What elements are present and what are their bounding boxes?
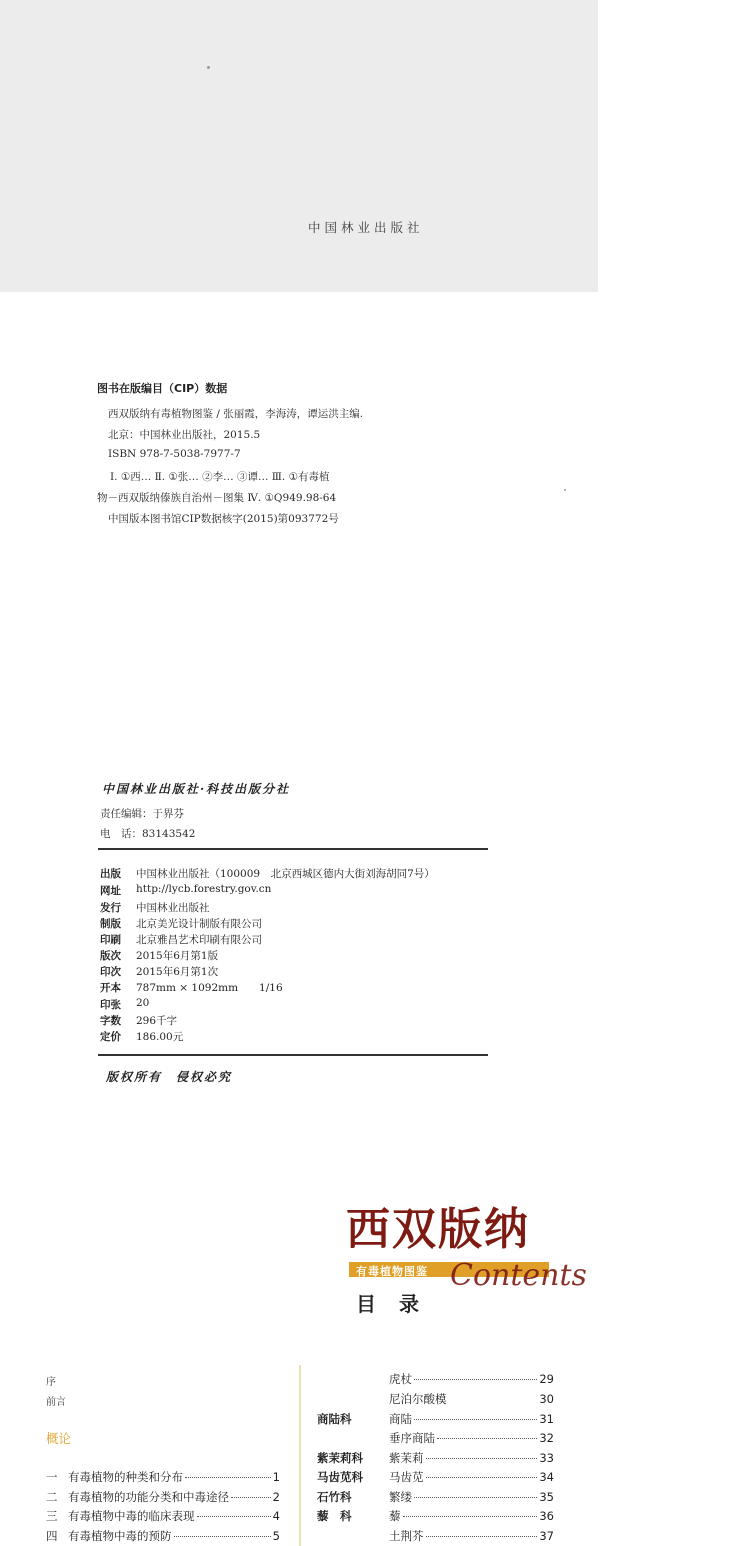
- leader-dots: [414, 1419, 537, 1420]
- spec-key: 印刷: [100, 934, 121, 946]
- leader-dots: [414, 1379, 537, 1380]
- chapter-number: 四: [46, 1529, 58, 1543]
- spec-key: 发行: [100, 902, 121, 914]
- rule-bottom: [98, 1054, 488, 1056]
- chapter-number: 一: [46, 1470, 58, 1484]
- leader-dots: [403, 1516, 538, 1517]
- toc-preface[interactable]: 序: [46, 1377, 56, 1388]
- rule-top: [98, 848, 488, 850]
- toc-chapter[interactable]: [46, 1489, 280, 1505]
- spec-value: 186.00元: [136, 1031, 184, 1043]
- spec-value: 北京美光设计制版有限公司: [136, 918, 262, 930]
- spec-value: 20: [136, 997, 150, 1009]
- chapter-page: 4: [272, 1509, 280, 1523]
- spec-key: 出版: [100, 868, 121, 880]
- spec-value: 787mm × 1092mm 1/16: [136, 982, 283, 994]
- leader-dots: [174, 1536, 271, 1537]
- toc-heading: 目 录: [356, 1292, 427, 1316]
- cip-title: 图书在版编目（CIP）数据: [97, 382, 228, 395]
- species-name: 尼泊尔酸模: [389, 1392, 447, 1406]
- spec-row: [100, 932, 262, 947]
- spec-value: 2015年6月第1版: [136, 950, 219, 962]
- species-page: 33: [539, 1451, 554, 1465]
- chapter-number: 二: [46, 1490, 58, 1504]
- spec-row: [100, 883, 271, 898]
- leader-dots: [414, 1497, 537, 1498]
- spec-key: 版次: [100, 950, 121, 962]
- cip-line: 西双版纳有毒植物图鉴 / 张丽霞，李海涛，谭运洪主编.: [108, 408, 364, 420]
- imprint-phone: 电 话：83143542: [100, 828, 196, 840]
- species-name: 虎杖: [389, 1372, 412, 1386]
- imprint-publisher-title: 中国林业出版社·科技出版分社: [102, 782, 291, 796]
- back-cover-publisher: 中国林业出版社: [308, 220, 424, 235]
- species-page: 36: [539, 1509, 554, 1523]
- spec-value: 北京雅昌艺术印刷有限公司: [136, 934, 262, 946]
- spec-key: 制版: [100, 918, 121, 930]
- species-name: 商陆: [389, 1412, 412, 1426]
- contents-script-title: Contents: [450, 1258, 587, 1293]
- cip-line: ISBN 978-7-5038-7977-7: [108, 448, 241, 460]
- family-label: 紫茉莉科: [317, 1451, 363, 1465]
- family-label: 藜 科: [317, 1509, 352, 1523]
- spec-row: [100, 997, 149, 1012]
- chapter-page: 2: [272, 1490, 280, 1504]
- spec-row: [100, 1029, 183, 1044]
- copyright-notice: 版权所有 侵权必究: [106, 1070, 233, 1084]
- cip-line: 物－西双版纳傣族自治州－图集 Ⅳ. ①Q949.98-64: [97, 492, 337, 504]
- chapter-title: 有毒植物的种类和分布: [68, 1470, 183, 1484]
- species-page: 35: [539, 1490, 554, 1504]
- cip-line: Ⅰ. ①西… Ⅱ. ①张… ②李… ③谭… Ⅲ. ①有毒植: [110, 471, 330, 483]
- imprint-editor: 责任编辑：于界芬: [100, 808, 184, 820]
- spec-row: [100, 900, 210, 915]
- spec-row: [100, 866, 435, 881]
- leader-dots: [426, 1477, 538, 1478]
- leader-dots: [197, 1516, 271, 1517]
- family-label: 商陆科: [317, 1412, 352, 1426]
- species-name: 紫茉莉: [389, 1451, 424, 1465]
- chapter-page: 1: [272, 1470, 280, 1484]
- chapter-page: 5: [272, 1529, 280, 1543]
- toc-species-entry[interactable]: [389, 1469, 554, 1485]
- chapter-title: 有毒植物中毒的预防: [68, 1529, 172, 1543]
- spec-key: 网址: [100, 885, 121, 897]
- species-name: 藜: [389, 1509, 401, 1523]
- spec-value: 中国林业出版社: [136, 902, 210, 914]
- spec-key: 印张: [100, 999, 121, 1011]
- species-page: 37: [539, 1529, 554, 1543]
- species-name: 繁缕: [389, 1490, 412, 1504]
- spec-value: 2015年6月第1次: [136, 966, 219, 978]
- species-name: 土荆芥: [389, 1529, 424, 1543]
- leader-dots: [185, 1477, 271, 1478]
- toc-species-entry[interactable]: [389, 1450, 554, 1466]
- species-page: 31: [539, 1412, 554, 1426]
- species-page: 30: [539, 1392, 554, 1406]
- toc-foreword[interactable]: 前言: [46, 1397, 66, 1408]
- spec-row: [100, 964, 218, 979]
- speck: [207, 66, 210, 69]
- back-cover-panel: [0, 0, 598, 292]
- species-page: 34: [539, 1470, 554, 1484]
- speck: [564, 489, 566, 491]
- spec-key: 定价: [100, 1031, 121, 1043]
- column-divider: [299, 1365, 301, 1546]
- toc-species-entry[interactable]: [389, 1489, 554, 1505]
- spec-row: [100, 948, 218, 963]
- book-title: 西双版纳: [346, 1204, 530, 1255]
- toc-species-entry[interactable]: [389, 1528, 554, 1544]
- spec-row: [100, 1013, 177, 1028]
- leader-dots: [231, 1497, 271, 1498]
- toc-chapter[interactable]: [46, 1469, 280, 1485]
- spec-row: [100, 980, 283, 995]
- spec-value: http://lycb.forestry.gov.cn: [136, 883, 272, 895]
- toc-species-entry[interactable]: [389, 1371, 554, 1387]
- cip-line: 中国版本图书馆CIP数据核字(2015)第093772号: [108, 513, 339, 525]
- leader-dots: [437, 1438, 537, 1439]
- spec-key: 字数: [100, 1015, 121, 1027]
- toc-section-overview[interactable]: 概论: [46, 1431, 72, 1446]
- family-label: 马齿苋科: [317, 1470, 363, 1484]
- toc-species-entry[interactable]: [389, 1391, 554, 1407]
- leader-dots: [426, 1536, 538, 1537]
- cip-line: 北京：中国林业出版社，2015.5: [108, 429, 261, 441]
- species-name: 马齿苋: [389, 1470, 424, 1484]
- spec-key: 印次: [100, 966, 121, 978]
- spec-key: 开本: [100, 982, 121, 994]
- species-page: 29: [539, 1372, 554, 1386]
- toc-chapter[interactable]: [46, 1528, 280, 1544]
- chapter-number: 三: [46, 1509, 58, 1523]
- toc-species-entry[interactable]: [389, 1411, 554, 1427]
- species-name: 垂序商陆: [389, 1431, 435, 1445]
- toc-species-entry[interactable]: [389, 1430, 554, 1446]
- toc-species-entry[interactable]: [389, 1508, 554, 1524]
- chapter-title: 有毒植物的功能分类和中毒途径: [68, 1490, 229, 1504]
- species-page: 32: [539, 1431, 554, 1445]
- spec-value: 中国林业出版社（100009 北京西城区德内大街刘海胡同7号）: [136, 868, 435, 880]
- toc-chapter[interactable]: [46, 1508, 280, 1524]
- spec-row: [100, 916, 262, 931]
- family-label: 石竹科: [317, 1490, 352, 1504]
- leader-dots: [426, 1458, 538, 1459]
- book-subtitle: 有毒植物图鉴: [356, 1265, 428, 1278]
- chapter-title: 有毒植物中毒的临床表现: [68, 1509, 195, 1523]
- spec-value: 296千字: [136, 1015, 178, 1027]
